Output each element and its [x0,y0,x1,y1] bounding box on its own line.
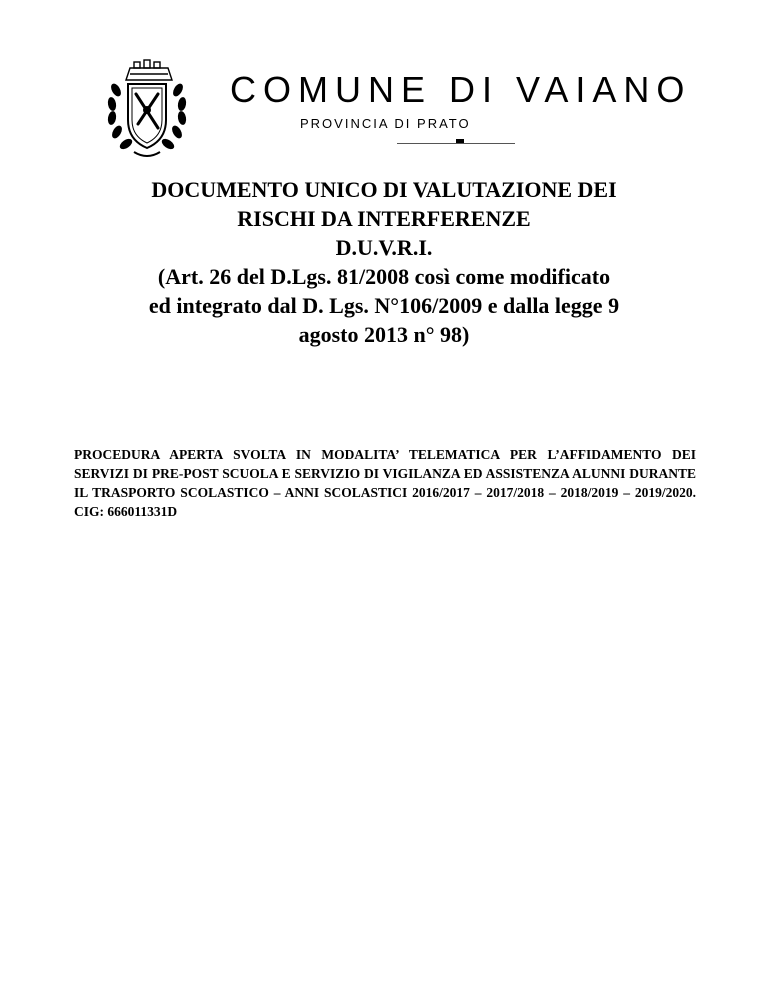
province-name: PROVINCIA DI PRATO [300,116,471,131]
procedure-description: PROCEDURA APERTA SVOLTA IN MODALITA’ TELEMATICA PER L’AFFIDAMENTO DEI SERVIZI DI PRE-POST SCUOLA E SERVIZIO DI VIGILANZA ED ASSISTENZA ALUNNI DURANTE IL TRASPORTO SCOLASTICO – ANNI SCOLASTICI 2016/2017 – 2017/2018 – 2018/2019 – 2019/2020. CIG: 666011331D [74,447,696,519]
document-title [60,175,708,349]
title-line: agosto 2013 n° 98) [298,322,470,347]
title-line: D.U.V.R.I. [335,235,433,260]
title-line: RISCHI DA INTERFERENZE [237,206,531,231]
municipal-coat-of-arms-icon [104,58,190,162]
header-divider-mark [456,139,464,143]
title-line: ed integrato dal D. Lgs. N°106/2009 e dalla legge 9 [148,293,620,318]
organization-name: COMUNE DI VAIANO [230,69,692,110]
header-divider [397,143,515,144]
title-line: (Art. 26 del D.Lgs. 81/2008 così come modificato [157,264,611,289]
title-line: DOCUMENTO UNICO DI VALUTAZIONE DEI [151,177,617,202]
